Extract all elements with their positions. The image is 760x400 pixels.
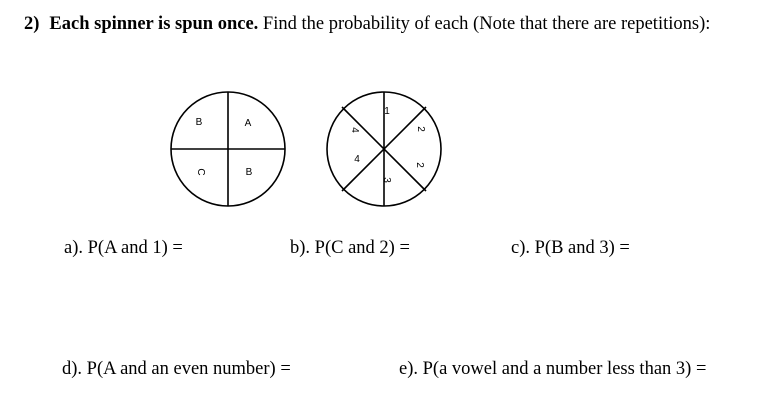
question-b: b). P(C and 2) = bbox=[290, 238, 410, 258]
number-spinner bbox=[324, 89, 444, 209]
question-c: c). P(B and 3) = bbox=[511, 238, 630, 258]
number-spinner-label: 2 bbox=[414, 162, 425, 168]
letter-spinner-label: C bbox=[195, 168, 206, 176]
question-e: e). P(a vowel and a number less than 3) = bbox=[399, 359, 707, 379]
problem-number: 2) bbox=[24, 14, 40, 34]
problem-bold-text: Each spinner is spun once. bbox=[49, 14, 259, 34]
number-spinner-label: 2 bbox=[415, 126, 426, 132]
letter-spinner bbox=[168, 89, 288, 209]
letter-spinner-label: B bbox=[245, 167, 253, 178]
problem-header bbox=[24, 14, 710, 35]
problem-instructions: Find the probability of each (Note that there are repetitions): bbox=[258, 14, 711, 34]
number-spinner-label: 3 bbox=[381, 177, 392, 183]
letter-spinner-label: B bbox=[195, 117, 203, 128]
number-spinner-label: 4 bbox=[354, 154, 360, 165]
question-a: a). P(A and 1) = bbox=[64, 238, 183, 258]
number-spinner-label: 4 bbox=[349, 127, 360, 133]
number-spinner-label: 1 bbox=[384, 106, 390, 117]
question-d: d). P(A and an even number) = bbox=[62, 359, 291, 379]
letter-spinner-label: A bbox=[244, 118, 252, 129]
